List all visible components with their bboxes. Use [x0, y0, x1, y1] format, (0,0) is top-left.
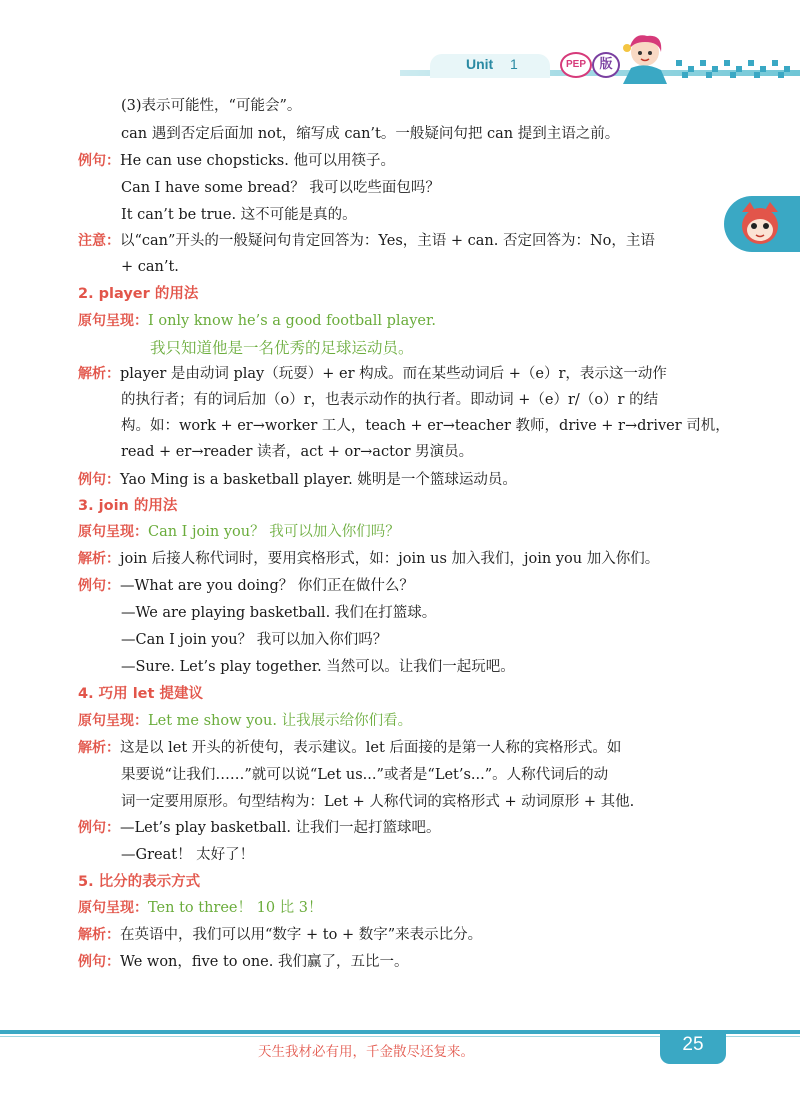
analysis-line: 解析：在英语中，我们可以用“数字 + to + 数字”来表示比分。	[78, 927, 483, 943]
text-line: 果要说“让我们……”就可以说“Let us...”或者是“Let’s...”。人称代词后的动	[121, 767, 609, 783]
note-label: 注意：	[78, 233, 120, 249]
text-line: Can I have some bread？ 我可以吃些面包吗？	[121, 180, 440, 196]
original-sentence-label: 原句呈现：	[78, 524, 148, 540]
edition-badge: 版	[592, 52, 620, 78]
original-sentence-line: 原句呈现：Can I join you？ 我可以加入你们吗？	[78, 524, 400, 540]
example-label: 例句：	[78, 153, 120, 169]
text-line: (3)表示可能性，“可能会”。	[121, 98, 302, 114]
text-line: + can’t.	[121, 259, 179, 275]
example-line: 例句：—Let’s play basketball. 让我们一起打篮球吧。	[78, 820, 441, 836]
pep-badge: PEP	[560, 52, 592, 78]
original-sentence-line: 原句呈现：I only know he’s a good football player.	[78, 313, 436, 329]
example-label: 例句：	[78, 472, 120, 488]
analysis-line: 解析：这是以 let 开头的祈使句，表示建议。let 后面接的是第一人称的宾格形式。如	[78, 740, 622, 756]
text-line: 的执行者；有的词后加（o）r，也表示动作的执行者。即动词 +（e）r/（o）r 的结	[121, 392, 659, 408]
analysis-label: 解析：	[78, 366, 120, 382]
original-sentence-label: 原句呈现：	[78, 313, 148, 329]
analysis-line: 解析：join 后接人称代词时，要用宾格形式，如：join us 加入我们，join you 加入你们。	[78, 551, 660, 567]
page-number: 25	[682, 1034, 704, 1055]
text-line: —Can I join you？ 我可以加入你们吗？	[121, 632, 388, 648]
example-line: 例句：He can use chopsticks. 他可以用筷子。	[78, 153, 395, 169]
original-sentence-label: 原句呈现：	[78, 713, 148, 729]
section-heading-4: 4. 巧用 let 提建议	[78, 686, 203, 702]
cartoon-girl-icon	[615, 28, 675, 86]
text-line: —We are playing basketball. 我们在打篮球。	[121, 605, 437, 621]
section-heading-2: 2. player 的用法	[78, 286, 199, 302]
text-line: can 遇到否定后面加 not，缩写成 can’t。一般疑问句把 can 提到主语之前。	[121, 126, 620, 142]
checker-decoration	[676, 60, 800, 78]
text-line: —Great！ 太好了！	[121, 847, 255, 863]
section-heading-3: 3. join 的用法	[78, 498, 178, 514]
analysis-label: 解析：	[78, 927, 120, 943]
text-line: read + er→reader 读者，act + or→actor 男演员。	[121, 444, 474, 460]
cartoon-cat-face-icon	[736, 200, 784, 248]
footer-motto: 天生我材必有用，千金散尽还复来。	[258, 1044, 474, 1060]
text-line: 词一定要用原形。句型结构为：Let + 人称代词的宾格形式 + 动词原形 + 其他.	[121, 794, 635, 810]
analysis-label: 解析：	[78, 740, 120, 756]
translation-line: 我只知道他是一名优秀的足球运动员。	[150, 339, 414, 357]
text-line: 构。如：work + er→worker 工人，teach + er→teacher 教师，drive + r→driver 司机，	[121, 418, 730, 434]
example-line: 例句：—What are you doing？ 你们正在做什么？	[78, 578, 414, 594]
text-line: It can’t be true. 这不可能是真的。	[121, 207, 357, 223]
original-sentence-label: 原句呈现：	[78, 900, 148, 916]
note-line: 注意：以“can”开头的一般疑问句肯定回答为：Yes，主语 + can. 否定回答为：No，主语	[78, 233, 655, 249]
original-sentence-line: 原句呈现：Ten to three！ 10 比 3！	[78, 900, 323, 916]
unit-number: 1	[510, 56, 518, 72]
example-label: 例句：	[78, 954, 120, 970]
unit-label: Unit	[466, 56, 494, 72]
section-heading-5: 5. 比分的表示方式	[78, 874, 201, 890]
example-label: 例句：	[78, 578, 120, 594]
page-header	[0, 0, 800, 90]
example-line: 例句：Yao Ming is a basketball player. 姚明是一个篮球运动员。	[78, 472, 517, 488]
text-line: —Sure. Let’s play together. 当然可以。让我们一起玩吧。	[121, 659, 515, 675]
original-sentence-line: 原句呈现：Let me show you. 让我展示给你们看。	[78, 713, 413, 729]
analysis-label: 解析：	[78, 551, 120, 567]
example-line: 例句：We won，five to one. 我们赢了，五比一。	[78, 954, 409, 970]
example-label: 例句：	[78, 820, 120, 836]
analysis-line: 解析：player 是由动词 play（玩耍）+ er 构成。而在某些动词后 +（e）r，表示这一动作	[78, 366, 667, 382]
